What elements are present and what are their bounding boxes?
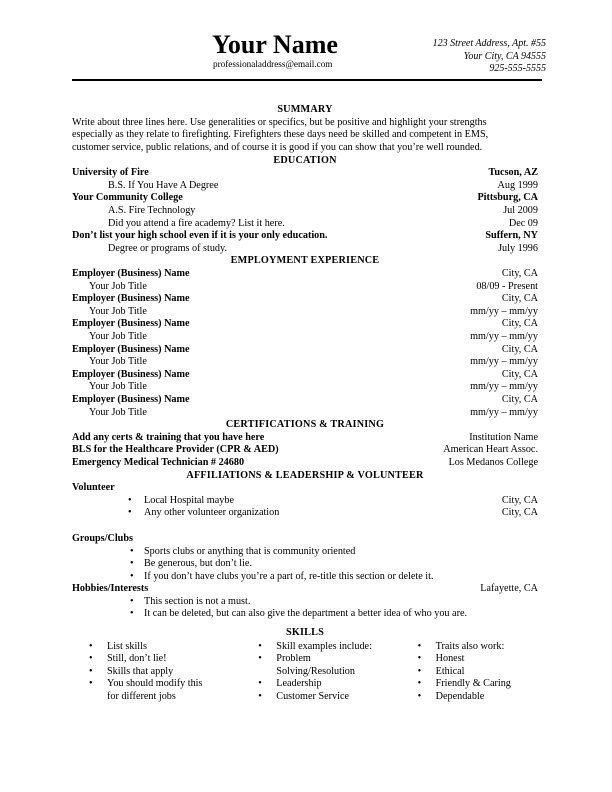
section-heading-certifications: CERTIFICATIONS & TRAINING [225,419,385,431]
group-item: • Sports clubs or anything that is community oriented [72,546,355,559]
certification-name: BLS for the Healthcare Provider (CPR & AED) [72,444,279,456]
job-entry [72,369,538,394]
job-entry [72,293,538,318]
skill-item: • Leadership [241,678,382,691]
skill-item: • Traits also work: [401,641,538,654]
school-name: University of Fire [72,167,149,179]
certification-row [72,432,538,445]
section-heading-summary: SUMMARY [277,104,333,115]
volunteer-item: • Local Hospital maybe [72,495,234,508]
section-heading-employment: EMPLOYMENT EXPERIENCE [230,255,380,267]
education-row [72,192,538,205]
job-entry [72,344,538,369]
street-address: 123 Street Address, Apt. #55 [432,38,546,49]
employer-name: Employer (Business) Name [72,268,190,280]
skill-item: • Dependable [401,691,538,704]
degree-date: Jul 2009 [503,205,538,217]
degree: B.S. If You Have A Degree [108,179,219,191]
job-dates: mm/yy – mm/yy [470,331,538,343]
job-title: Your Job Title [89,406,147,418]
summary-line: Write about three lines here. Use generalities or specifics, but be positive and highlight your strengths [72,116,487,128]
degree-date: Dec 09 [508,217,538,229]
job-entry [72,394,538,419]
summary-text [72,117,538,155]
school-name: Your Community College [72,192,183,204]
group-item: • Be generous, but don’t lie. [72,558,252,571]
degree: Degree or programs of study. [108,242,228,254]
job-entry [72,318,538,343]
email-address: professionaladdress@email.com [213,59,333,69]
applicant-name: Your Name [212,30,338,59]
skill-item: • Skill examples include: [241,641,382,654]
certification-row [72,457,538,470]
job-location: City, CA [501,368,538,380]
skill-item: • You should modify this [72,678,227,691]
hobby-item: • It can be deleted, but can also give the department a better idea of who you are. [72,608,467,621]
hobbies-label: Hobbies/Interests [72,583,149,595]
certification-institution: Institution Name [469,431,538,443]
job-dates: mm/yy – mm/yy [470,356,538,368]
skill-item-continued: for different jobs [107,691,176,703]
job-entry [72,268,538,293]
education-row [72,205,538,218]
degree-date: July 1996 [498,242,538,254]
skill-item: • Honest [401,653,538,666]
school-name: Don’t list your high school even if it is your only education. [72,230,328,242]
job-title: Your Job Title [89,280,147,292]
degree: Did you attend a fire academy? List it here. [108,217,285,229]
school-location: Suffern, NY [485,230,538,242]
job-title: Your Job Title [89,356,147,368]
job-location: City, CA [501,318,538,330]
education-row [72,218,538,231]
volunteer-location: City, CA [501,507,538,519]
resume-header [72,30,546,82]
list-item [72,608,538,621]
degree: A.S. Fire Technology [108,205,196,217]
education-row [72,167,538,180]
header-divider [72,79,542,81]
certification-name: Add any certs & training that you have here [72,431,265,443]
skill-item: • Customer Service [241,691,382,704]
skill-item: • Still, don’t lie! [72,653,227,666]
job-dates: mm/yy – mm/yy [470,406,538,418]
job-dates: mm/yy – mm/yy [470,305,538,317]
skills-column [227,641,382,704]
resume-page [72,30,546,82]
skill-item: • Friendly & Caring [401,678,538,691]
certification-institution: American Heart Assoc. [443,444,538,456]
volunteer-item: • Any other volunteer organization [72,507,279,520]
contact-block [433,38,546,76]
skill-item-continued: Solving/Resolution [276,665,355,677]
resume-body [72,104,538,704]
list-item [72,571,538,584]
school-location: Pittsburg, CA [477,192,538,204]
education-row [72,243,538,256]
employer-name: Employer (Business) Name [72,343,190,355]
job-location: City, CA [501,393,538,405]
summary-line: customer service, public relations, and of course it is good if you can show that you’re well rounded. [72,142,483,153]
skill-item: • List skills [72,641,227,654]
hobby-item: • This section is not a must. [72,596,250,609]
city-state-zip: Your City, CA 94555 [463,50,546,62]
education-row [72,230,538,243]
job-title: Your Job Title [89,381,147,393]
section-heading-education: EDUCATION [273,154,337,166]
list-item [72,546,538,559]
phone-number: 925-555-5555 [489,63,546,74]
groups-label: Groups/Clubs [72,532,133,544]
certification-institution: Los Medanos College [448,456,538,468]
skills-column [383,641,538,704]
volunteer-location: City, CA [501,494,538,506]
skill-item: • Problem [241,653,382,666]
hobbies-row [72,583,538,596]
hobbies-location: Lafayette, CA [480,583,538,595]
employer-name: Employer (Business) Name [72,293,190,305]
volunteer-label: Volunteer [72,482,115,494]
job-dates: mm/yy – mm/yy [470,381,538,393]
job-location: City, CA [501,268,538,280]
skill-item: • Skills that apply [72,666,227,679]
employer-name: Employer (Business) Name [72,393,190,405]
skills-columns [72,641,538,704]
certification-row [72,444,538,457]
group-item: • If you don’t have clubs you’re a part of, re-title this section or delete it. [72,571,434,584]
section-heading-skills: SKILLS [285,627,324,639]
employer-name: Employer (Business) Name [72,318,190,330]
certification-name: Emergency Medical Technician # 24680 [72,456,245,468]
education-row [72,180,538,193]
job-title: Your Job Title [89,305,147,317]
job-title: Your Job Title [89,331,147,343]
skill-item: • Ethical [401,666,538,679]
job-dates: 08/09 - Present [476,280,538,292]
section-heading-affiliations: AFFILIATIONS & LEADERSHIP & VOLUNTEER [186,469,424,481]
summary-line: especially as they relate to firefighting. Firefighters these days need be skilled and competent in EMS, [72,129,489,141]
job-location: City, CA [501,343,538,355]
skills-column [72,641,227,704]
list-item [72,558,538,571]
list-item [72,596,538,609]
employer-name: Employer (Business) Name [72,368,190,380]
list-item [72,495,538,508]
school-location: Tucson, AZ [488,167,538,179]
list-item [72,507,538,520]
degree-date: Aug 1999 [497,179,538,191]
job-location: City, CA [501,293,538,305]
